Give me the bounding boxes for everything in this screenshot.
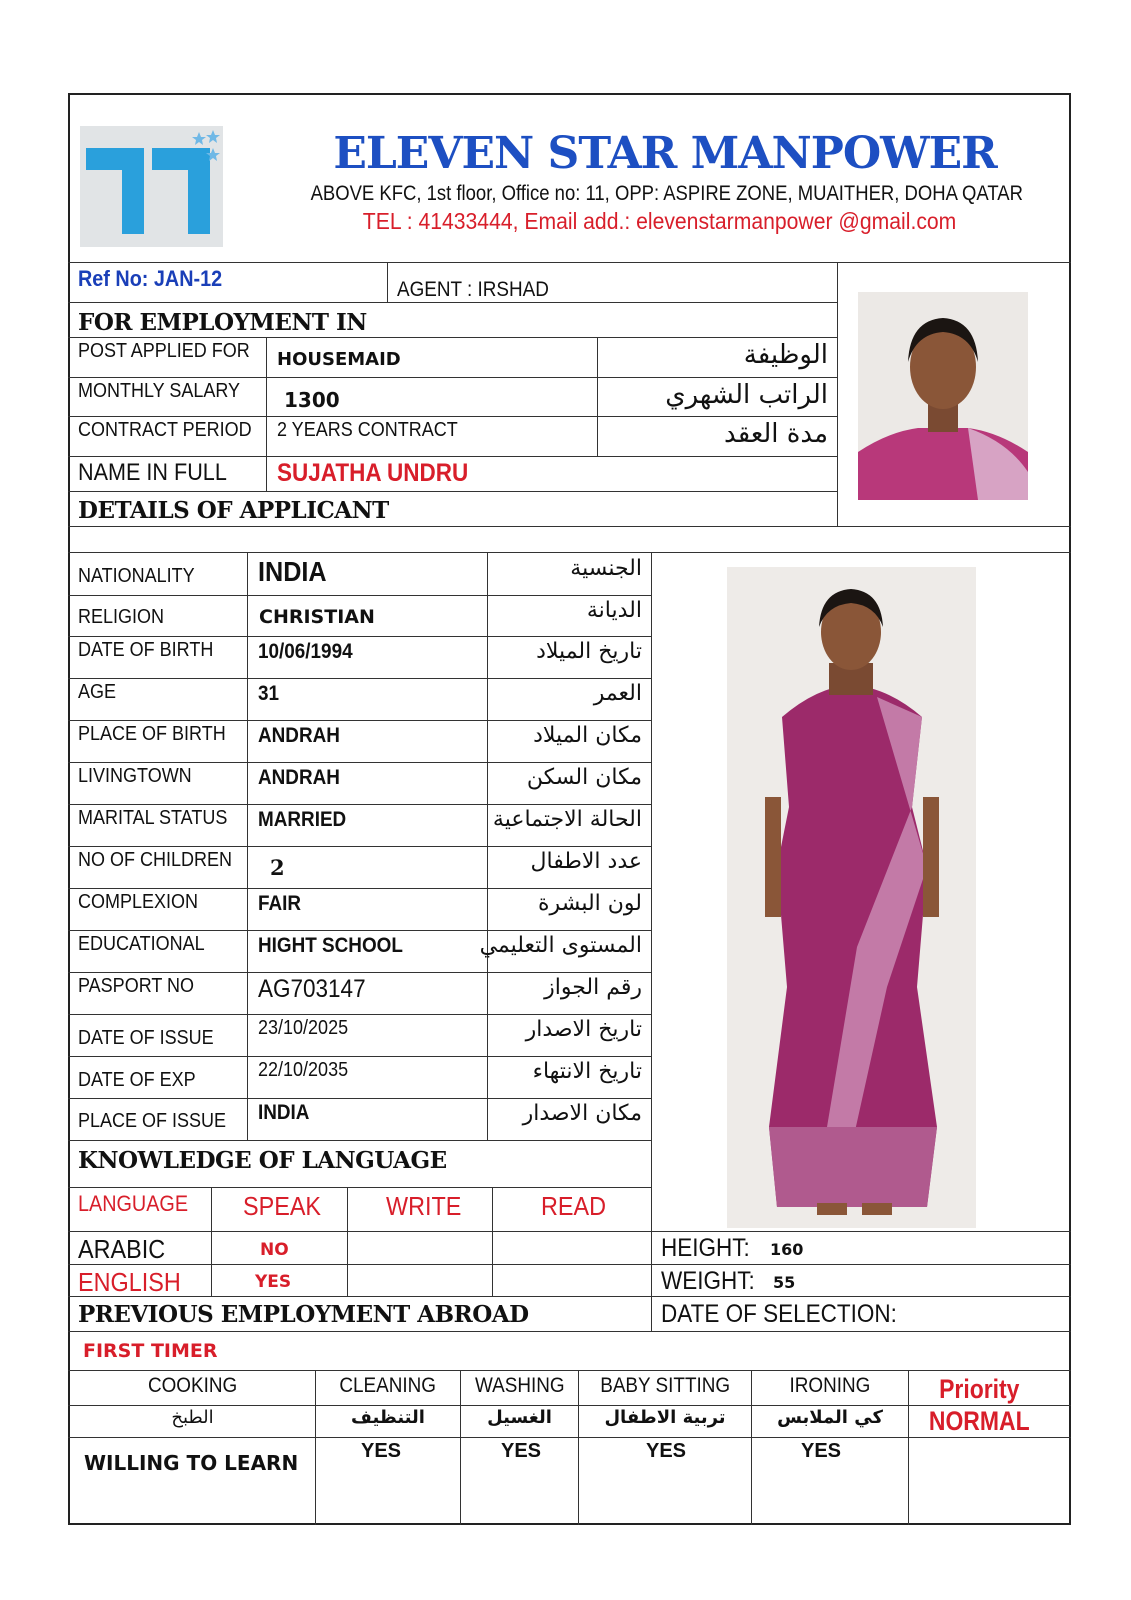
language-arabic: ARABIC [78, 1234, 166, 1264]
post-applied-arabic: الوظيفة [743, 340, 828, 370]
skill-ironing-label: IRONING [789, 1374, 871, 1397]
passport-no-value: AG703147 [258, 975, 366, 1003]
place-of-birth-arabic: مكان الميلاد [533, 723, 642, 748]
religion-label: RELIGION [78, 606, 165, 628]
logo-eleven-icon [80, 126, 223, 247]
monthly-salary-arabic: الراتب الشهري [665, 380, 828, 410]
livingtown-value: ANDRAH [258, 766, 340, 789]
complexion-value: FAIR [258, 892, 302, 915]
applicant-section-title: DETAILS OF APPLICANT [78, 497, 389, 524]
religion-value: CHRISTIAN [259, 606, 375, 628]
weight-label: WEIGHT: [661, 1267, 755, 1295]
nationality-label: NATIONALITY [78, 565, 195, 587]
monthly-salary-label: MONTHLY SALARY [78, 380, 241, 402]
language-header-speak: SPEAK [243, 1191, 322, 1221]
place-of-issue-arabic: مكان الاصدار [522, 1101, 642, 1126]
post-applied-value: HOUSEMAID [277, 349, 401, 370]
passport-photo [858, 292, 1028, 500]
livingtown-arabic: مكان السكن [526, 765, 642, 790]
name-in-full-label: NAME IN FULL [78, 459, 227, 486]
company-address: ABOVE KFC, 1st floor, Office no: 11, OPP: ASPIRE ZONE, MUAITHER, DOHA QATAR [310, 182, 1023, 205]
skill-cleaning-label: CLEANING [339, 1374, 437, 1397]
applicant-full-body-icon [727, 567, 976, 1228]
applicant-portrait-icon [858, 292, 1028, 500]
skill-washing-value: YES [501, 1440, 542, 1462]
marital-status-label: MARITAL STATUS [78, 807, 228, 829]
company-contact: TEL : 41433444, Email add.: elevenstarmanpower @gmail.com [363, 208, 957, 234]
nationality-arabic: الجنسية [570, 556, 642, 581]
education-arabic: المستوى التعليمي [479, 933, 642, 958]
education-label: EDUCATIONAL [78, 933, 205, 955]
height-value: 160 [770, 1240, 804, 1259]
age-arabic: العمر [593, 681, 642, 706]
weight-value: 55 [773, 1273, 796, 1292]
age-value: 31 [258, 682, 280, 705]
complexion-label: COMPLEXION [78, 891, 199, 913]
priority-value: NORMAL [928, 1406, 1030, 1436]
religion-arabic: الديانة [586, 598, 642, 623]
place-of-issue-label: PLACE OF ISSUE [78, 1110, 227, 1132]
skill-babysitting-label: BABY SITTING [600, 1374, 730, 1397]
company-logo [80, 126, 223, 247]
skill-washing-label: WASHING [474, 1374, 565, 1397]
skill-cooking-value: WILLING TO LEARN [84, 1451, 299, 1475]
date-of-issue-label: DATE OF ISSUE [78, 1027, 214, 1049]
skill-babysitting-value: YES [646, 1440, 687, 1462]
height-label: HEIGHT: [661, 1234, 750, 1262]
date-of-exp-label: DATE OF EXP [78, 1069, 196, 1091]
full-length-photo [727, 567, 976, 1228]
language-section-title: KNOWLEDGE OF LANGUAGE [78, 1147, 447, 1174]
language-header-language: LANGUAGE [78, 1191, 189, 1216]
date-of-issue-value: 23/10/2025 [258, 1017, 349, 1039]
livingtown-label: LIVINGTOWN [78, 765, 192, 787]
marital-status-value: MARRIED [258, 808, 347, 831]
nationality-value: INDIA [258, 556, 327, 587]
skill-cooking-label: COOKING [147, 1374, 238, 1397]
children-label: NO OF CHILDREN [78, 849, 233, 871]
marital-status-arabic: الحالة الاجتماعية [492, 807, 642, 832]
contract-period-arabic: مدة العقد [724, 419, 828, 449]
passport-no-label: PASPORT NO [78, 975, 195, 997]
skill-ironing-arabic: كي الملابس [777, 1407, 883, 1428]
monthly-salary-value: 1300 [284, 388, 340, 412]
skill-cleaning-arabic: التنظيف [351, 1407, 425, 1428]
skill-cleaning-value: YES [361, 1440, 402, 1462]
company-name: ELEVEN STAR MANPOWER [333, 128, 997, 179]
language-header-read: READ [541, 1191, 607, 1221]
employment-section-title: FOR EMPLOYMENT IN [78, 309, 367, 336]
education-value: HIGHT SCHOOL [258, 934, 403, 957]
contract-period-value: 2 YEARS CONTRACT [277, 419, 458, 441]
previous-employment-value: FIRST TIMER [83, 1340, 218, 1362]
children-value: 2 [270, 855, 285, 880]
previous-employment-title: PREVIOUS EMPLOYMENT ABROAD [78, 1301, 529, 1328]
language-arabic-speak: NO [260, 1240, 289, 1260]
skill-cooking-arabic: الطبخ [171, 1407, 214, 1428]
place-of-birth-value: ANDRAH [258, 724, 340, 747]
skill-babysitting-arabic: تربية الاطفال [604, 1407, 726, 1428]
language-english-speak: YES [255, 1272, 292, 1292]
dob-label: DATE OF BIRTH [78, 639, 214, 661]
ref-number: Ref No: JAN-12 [78, 266, 223, 291]
dob-value: 10/06/1994 [258, 640, 353, 663]
date-of-exp-value: 22/10/2035 [258, 1059, 349, 1081]
post-applied-label: POST APPLIED FOR [78, 340, 250, 362]
contract-period-label: CONTRACT PERIOD [78, 419, 252, 441]
dob-arabic: تاريخ الميلاد [536, 639, 642, 664]
date-of-exp-arabic: تاريخ الانتهاء [532, 1059, 642, 1084]
skill-washing-arabic: الغسيل [487, 1407, 552, 1428]
language-english: ENGLISH [78, 1267, 181, 1297]
applicant-full-name: SUJATHA UNDRU [277, 459, 469, 487]
date-of-selection-label: DATE OF SELECTION: [661, 1300, 897, 1328]
date-of-issue-arabic: تاريخ الاصدار [525, 1017, 642, 1042]
language-header-write: WRITE [386, 1191, 462, 1221]
passport-no-arabic: رقم الجواز [544, 975, 642, 1000]
place-of-issue-value: INDIA [258, 1101, 310, 1124]
place-of-birth-label: PLACE OF BIRTH [78, 723, 226, 745]
age-label: AGE [78, 681, 117, 703]
children-arabic: عدد الاطفال [530, 849, 642, 874]
priority-label: Priority [938, 1374, 1020, 1404]
skill-ironing-value: YES [801, 1440, 842, 1462]
complexion-arabic: لون البشرة [538, 891, 642, 916]
agent-name: AGENT : IRSHAD [397, 278, 549, 301]
